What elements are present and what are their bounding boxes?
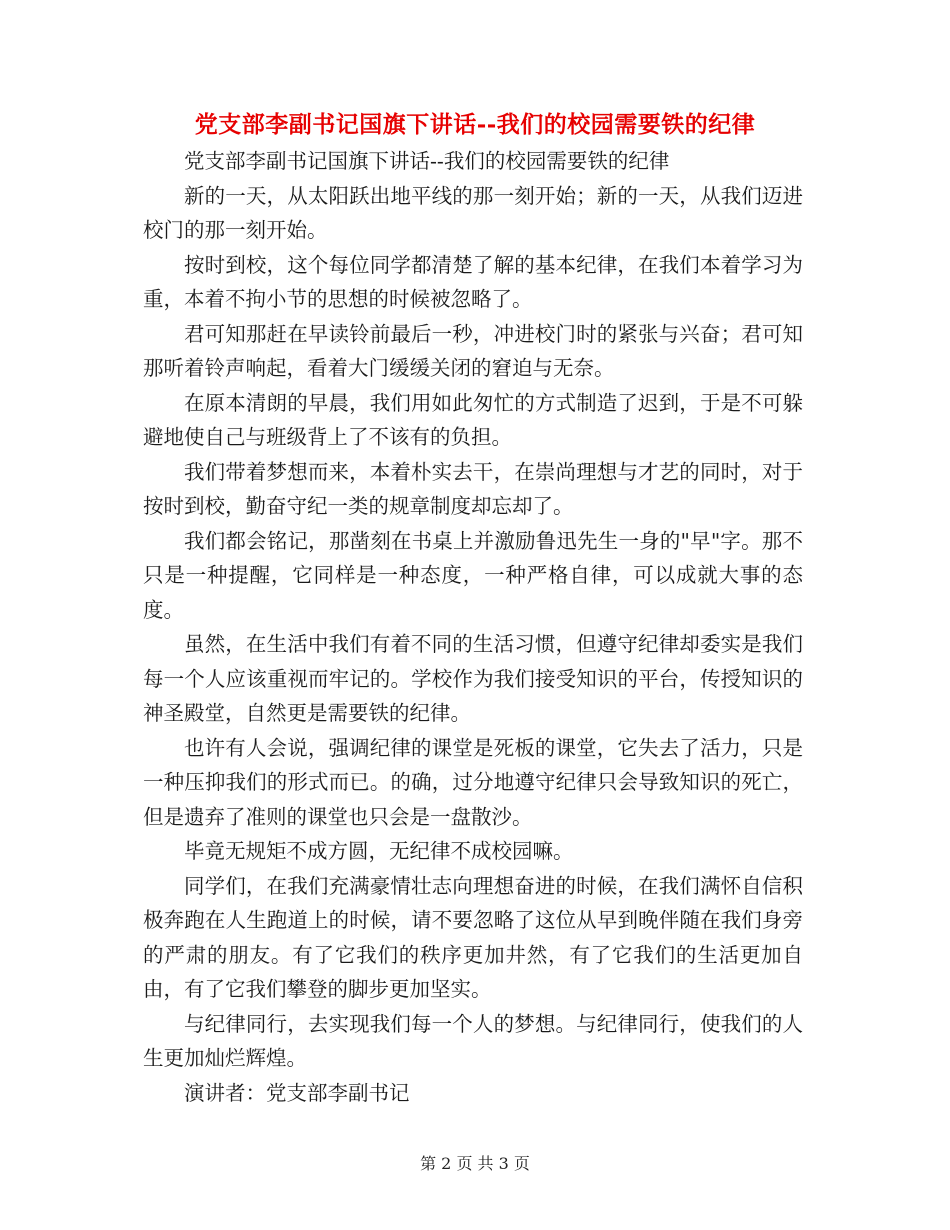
document-subtitle: 党支部李副书记国旗下讲话--我们的校园需要铁的纪律 [184,149,670,173]
paragraph: 同学们，在我们充满豪情壮志向理想奋进的时候，在我们满怀自信积极奔跑在人生跑道上的时候，请不要忽略了这位从早到晚伴随在我们身旁的严肃的朋友。有了它我们的秩序更加井然，有了它我们的生活更加自由，有了它我们攀登的脚步更加坚实。 [143,873,803,1001]
document-title: 党支部李副书记国旗下讲话--我们的校园需要铁的纪律 [194,111,756,138]
paragraph: 也许有人会说，强调纪律的课堂是死板的课堂，它失去了活力，只是一种压抑我们的形式而已。的确，过分地遵守纪律只会导致知识的死亡，但是遗弃了准则的课堂也只会是一盘散沙。 [143,735,803,829]
page-number-footer: 第 2 页 共 3 页 [420,1154,530,1173]
paragraph: 在原本清朗的早晨，我们用如此匆忙的方式制造了迟到，于是不可躲避地使自己与班级背上了不该有的负担。 [143,390,803,449]
paragraph: 按时到校，这个每位同学都清楚了解的基本纪律，在我们本着学习为重，本着不拘小节的思想的时候被忽略了。 [143,252,803,311]
document-body [143,144,803,1110]
speaker-line: 演讲者：党支部李副书记 [184,1080,410,1105]
paragraph: 毕竟无规矩不成方圆，无纪律不成校园嘛。 [184,839,574,863]
paragraph: 虽然，在生活中我们有着不同的生活习惯，但遵守纪律却委实是我们每一个人应该重视而牢记的。学校作为我们接受知识的平台，传授知识的神圣殿堂，自然更是需要铁的纪律。 [143,632,803,725]
paragraph: 与纪律同行，去实现我们每一个人的梦想。与纪律同行，使我们的人生更加灿烂辉煌。 [143,1011,803,1070]
paragraph: 君可知那赶在早读铃前最后一秒，冲进校门时的紧张与兴奋；君可知那听着铃声响起，看着大门缓缓关闭的窘迫与无奈。 [143,321,803,380]
paragraph: 我们带着梦想而来，本着朴实去干，在崇尚理想与才艺的同时，对于按时到校，勤奋守纪一类的规章制度却忘却了。 [143,459,803,518]
paragraph: 新的一天，从太阳跃出地平线的那一刻开始；新的一天，从我们迈进校门的那一刻开始。 [143,183,803,242]
paragraph: 我们都会铭记，那凿刻在书桌上并激励鲁迅先生一身的"早"字。那不只是一种提醒，它同样是一种态度，一种严格自律，可以成就大事的态度。 [143,528,803,622]
